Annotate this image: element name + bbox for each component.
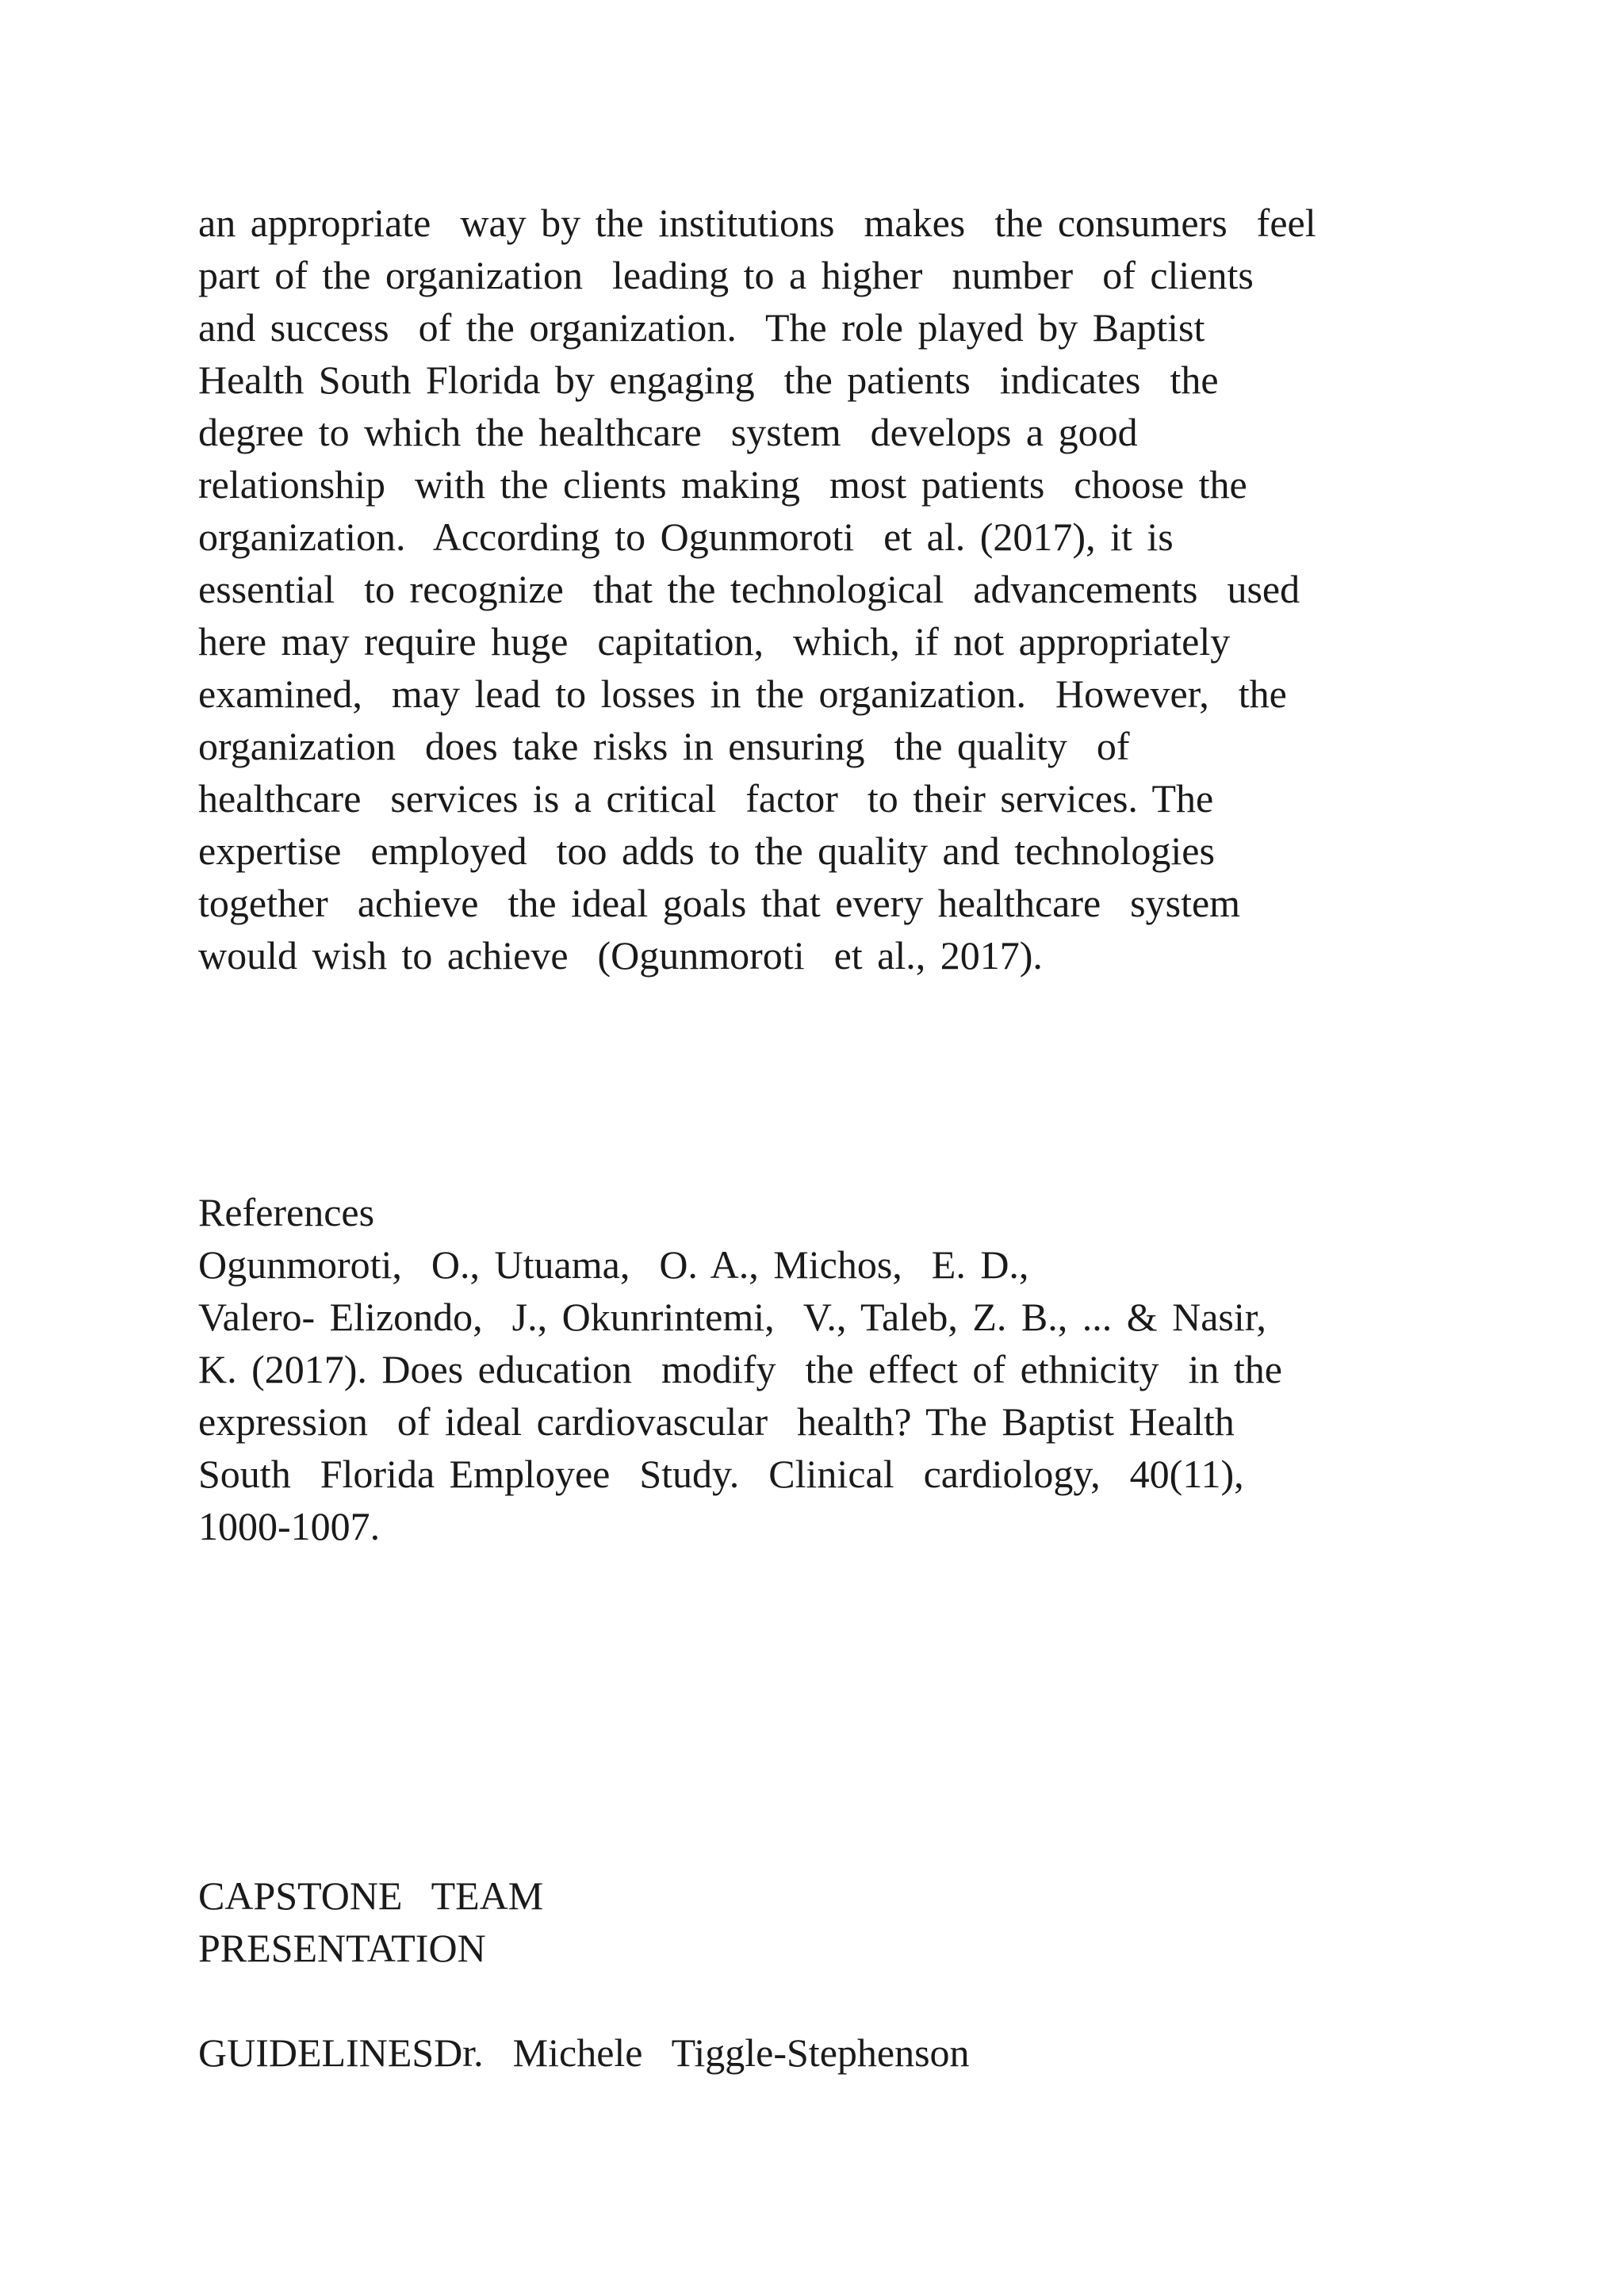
reference-entry-line: K. (2017). Does education modify the effect of ethnicity in the — [198, 1347, 1282, 1391]
paragraph-line: examined, may lead to losses in the organization. However, the — [198, 672, 1287, 716]
paragraph-line: degree to which the healthcare system develops a good — [198, 410, 1138, 454]
paragraph-line: Health South Florida by engaging the patients indicates the — [198, 358, 1219, 402]
paragraph-line: together achieve the ideal goals that every healthcare system — [198, 881, 1241, 925]
capstone-title-line: CAPSTONE TEAM — [198, 1873, 544, 1918]
capstone-section — [198, 1869, 1435, 2079]
guidelines-author-line: GUIDELINESDr. Michele Tiggle-Stephenson — [198, 2030, 970, 2075]
paragraph-line: essential to recognize that the technological advancements used — [198, 567, 1300, 611]
reference-entry-line: expression of ideal cardiovascular health? The Baptist Health — [198, 1399, 1235, 1444]
reference-entry-line: 1000-1007. — [198, 1504, 381, 1548]
capstone-title-line: PRESENTATION — [198, 1926, 486, 1970]
blank-line — [198, 1974, 1435, 2026]
reference-entry-line: Valero- Elizondo, J., Okunrintemi, V., Taleb, Z. B., ... & Nasir, — [198, 1295, 1266, 1339]
paragraph-line: organization does take risks in ensuring the quality of — [198, 724, 1130, 768]
paragraph-line: part of the organization leading to a higher number of clients — [198, 253, 1254, 297]
paragraph-line: healthcare services is a critical factor to their services. The — [198, 776, 1214, 821]
reference-entry-line: Ogunmoroti, O., Utuama, O. A., Michos, E. D., — [198, 1242, 1029, 1287]
paragraph-line: organization. According to Ogunmoroti et al. (2017), it is — [198, 515, 1174, 559]
paragraph-line: an appropriate way by the institutions makes the consumers feel — [198, 201, 1316, 245]
body-paragraph — [198, 197, 1435, 982]
paragraph-line: would wish to achieve (Ogunmoroti et al., 2017). — [198, 933, 1043, 978]
paragraph-line: expertise employed too adds to the quality and technologies — [198, 828, 1215, 873]
paragraph-line: relationship with the clients making most patients choose the — [198, 462, 1247, 507]
reference-entry-line: South Florida Employee Study. Clinical cardiology, 40(11), — [198, 1452, 1244, 1496]
paragraph-line: here may require huge capitation, which, if not appropriately — [198, 619, 1231, 664]
references-section — [198, 1186, 1435, 1552]
references-heading: References — [198, 1190, 375, 1234]
paragraph-line: and success of the organization. The role played by Baptist — [198, 305, 1205, 350]
